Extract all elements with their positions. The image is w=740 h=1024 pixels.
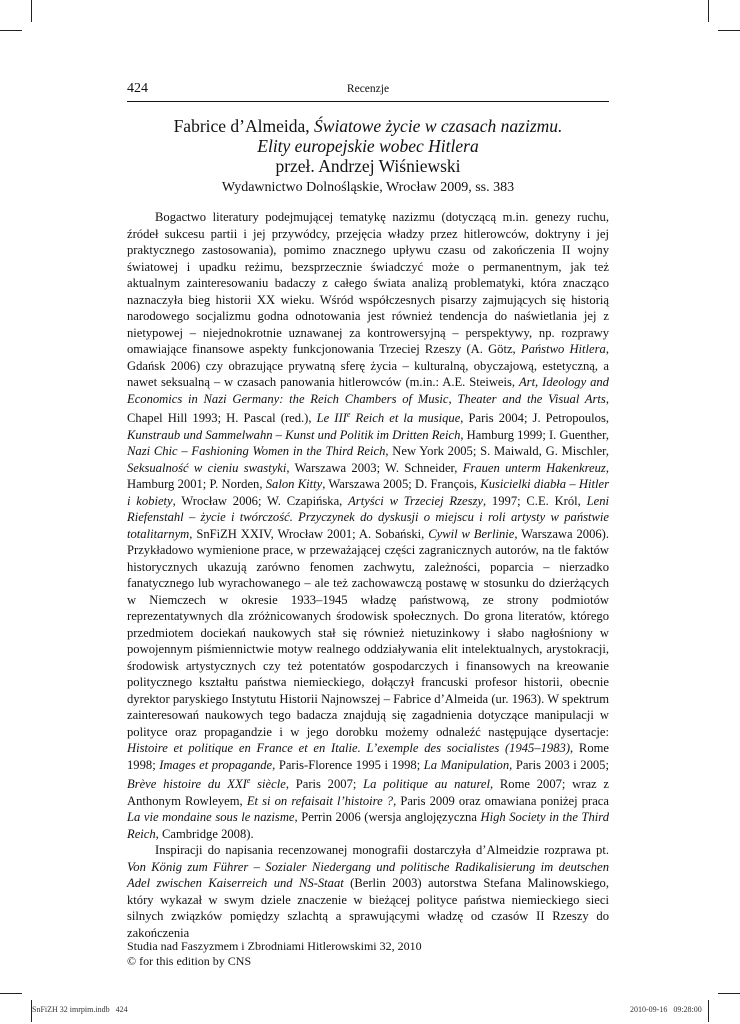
book-author: Fabrice d’Almeida, — [173, 116, 310, 136]
print-slug-file: SnFiZH 32 imrpim.indb 424 — [32, 1005, 128, 1014]
review-body — [127, 209, 609, 941]
paragraph-2: Inspiracji do napisania recenzowanej monografii dostarczyła d’Almeidzie rozprawa pt. Von König zum Führer – Sozialer Niedergang und politische Radikalisierung im deutschen Adel zwischen Kaiserreich und NS-Staat (Berlin 2003) autorstwa Stefana Malinowskiego, który wykazał w swym dziele znaczenie w bieżącej polityce państwa niemieckiego sieci silnych związków pomiędzy szlachtą a sprawującymi władzę od czasów II Rzeszy do zakończenia — [127, 843, 610, 940]
title-line-2 — [127, 136, 609, 156]
running-header — [127, 81, 609, 102]
review-title-block — [127, 116, 609, 198]
book-subtitle: Elity europejskie wobec Hitlera — [257, 136, 479, 156]
running-title: Recenzje — [346, 83, 390, 95]
crop-mark — [718, 993, 740, 994]
journal-citation: Studia nad Faszyzmem i Zbrodniami Hitlerowskimi 32, 2010 — [127, 939, 422, 953]
book-title: Światowe życie w czasach nazizmu. — [314, 116, 563, 136]
copyright-line: © for this edition by CNS — [127, 954, 252, 968]
crop-mark — [708, 0, 709, 22]
paragraph-1: Bogactwo literatury podejmującej tematykę nazizmu (dotyczącą m.in. genezy ruchu, źródeł sukcesu partii i jej przywódcy, przejęcia władzy przez hitlerowców, doktryny i jej praktycznego zastosowania), pomimo znacznego upływu czasu od zakończenia II wojny światowej i upadku reżimu, bezsprzecznie świadczyć może o permanentnym, jak też aktualnym zainteresowaniu badaczy z całego świata analizą problematyki, która znacząco naznaczyła bieg historii XX wieku. Wśród współczesnych pisarzy zajmujących się historią narodowego socjalizmu godna odnotowania jest również tendencja do naświetlania jej z nietypowej – niejednokrotnie uznawanej za kontrowersyjną – perspektywy, np. rozprawy omawiające finansowe aspekty funkcjonowania Trzeciej Rzeszy (A. Götz, Państwo Hitlera, Gdańsk 2006) czy obrazujące prywatną sferę życia – kulturalną, obyczajową, estetyczną, a nawet seksualną – w czasach panowania hitlerowców (m.in.: A.E. Steiweis, Art, Ideology and Economics in Nazi Germany: the Reich Chambers of Music, Theater and the Visual Arts, Chapel Hill 1993; H. Pascal (red.), Le IIIe Reich et la musique, Paris 2004; J. Petropoulos, Kunstraub und Sammelwahn – Kunst und Politik im Dritten Reich, Hamburg 1999; I. Guenther, Nazi Chic – Fashioning Women in the Third Reich, New York 2005; S. Maiwald, G. Mischler, Seksualność w cieniu swastyki, Warszawa 2003; W. Schneider, Frauen unterm Hakenkreuz, Hamburg 2001; P. Norden, Salon Kitty, Warszawa 2005; D. François, Kusicielki diabła – Hitler i kobiety, Wrocław 2006; W. Czapińska, Artyści w Trzeciej Rzeszy, 1997; C.E. Król, Leni Riefenstahl – życie i twórczość. Przyczynek do dyskusji o miejscu i roli artysty w państwie totalitarnym, SnFiZH XXIV, Wrocław 2001; A. Sobański, Cywil w Berlinie, Warszawa 2006). Przykładowo wymienione prace, w przeważającej części zagranicznych autorów, na tle faktów historycznych ukazują zarówno fenomen zachwytu, zależności, poparcia – nierzadko fanatycznego lub wyrachowanego – ale też zachowawczą postawę w stosunku do dzierżących w Niemczech w okresie 1933–1945 władzę państwową, ze strony podmiotów reprezentatywnych dla zróżnicowanych środowisk społecznych. Do grona literatów, którego przedmiotem dociekań naukowych stał się również nietuzinkowy i słabo nagłośniony w powojennym piśmiennictwie motyw realnego oddziaływania elit intelektualnych, arystokracji, środowisk artystycznych czy też potentatów gospodarczych i finansowych na kreowanie politycznego kształtu państwa niemieckiego, dołączył francuski profesor historii, obecnie dyrektor paryskiego Instytutu Historii Najnowszej – Fabrice d’Almeida (ur. 1963). W spektrum zainteresowań naukowych tego badacza znajdują się zagadnienia dotyczące manipulacji w polityce oraz propagandzie i w jego dorobku możemy odnaleźć następujące dysertacje: Histoire et politique en France et en Italie. L’exemple des socialistes (1945–1983), Rome 1998; Images et propagande, Paris-Florence 1995 i 1998; La Manipulation, Paris 2003 i 2005; Brève histoire du XXIe siècle, Paris 2007; La politique au naturel, Rome 2007; wraz z Anthonym Rowleyem, Et si on refaisait l’histoire ?, Paris 2009 oraz omawiana poniżej praca La vie mondaine sous le nazisme, Perrin 2006 (wersja anglojęzyczna High Society in the Third Reich, Cambridge 2008). — [127, 210, 610, 841]
crop-mark — [31, 0, 32, 22]
crop-mark — [0, 993, 22, 994]
print-slug-timestamp: 2010-09-16 09:28:00 — [630, 1005, 702, 1014]
publisher-info: Wydawnictwo Dolnośląskie, Wrocław 2009, ss. 383 — [221, 180, 515, 195]
footer-note — [127, 939, 422, 969]
crop-mark — [708, 1000, 709, 1022]
title-line-1 — [127, 116, 609, 136]
crop-mark — [0, 30, 22, 31]
crop-mark — [718, 30, 740, 31]
page-number: 424 — [127, 81, 148, 96]
translator: przeł. Andrzej Wiśniewski — [275, 156, 461, 176]
